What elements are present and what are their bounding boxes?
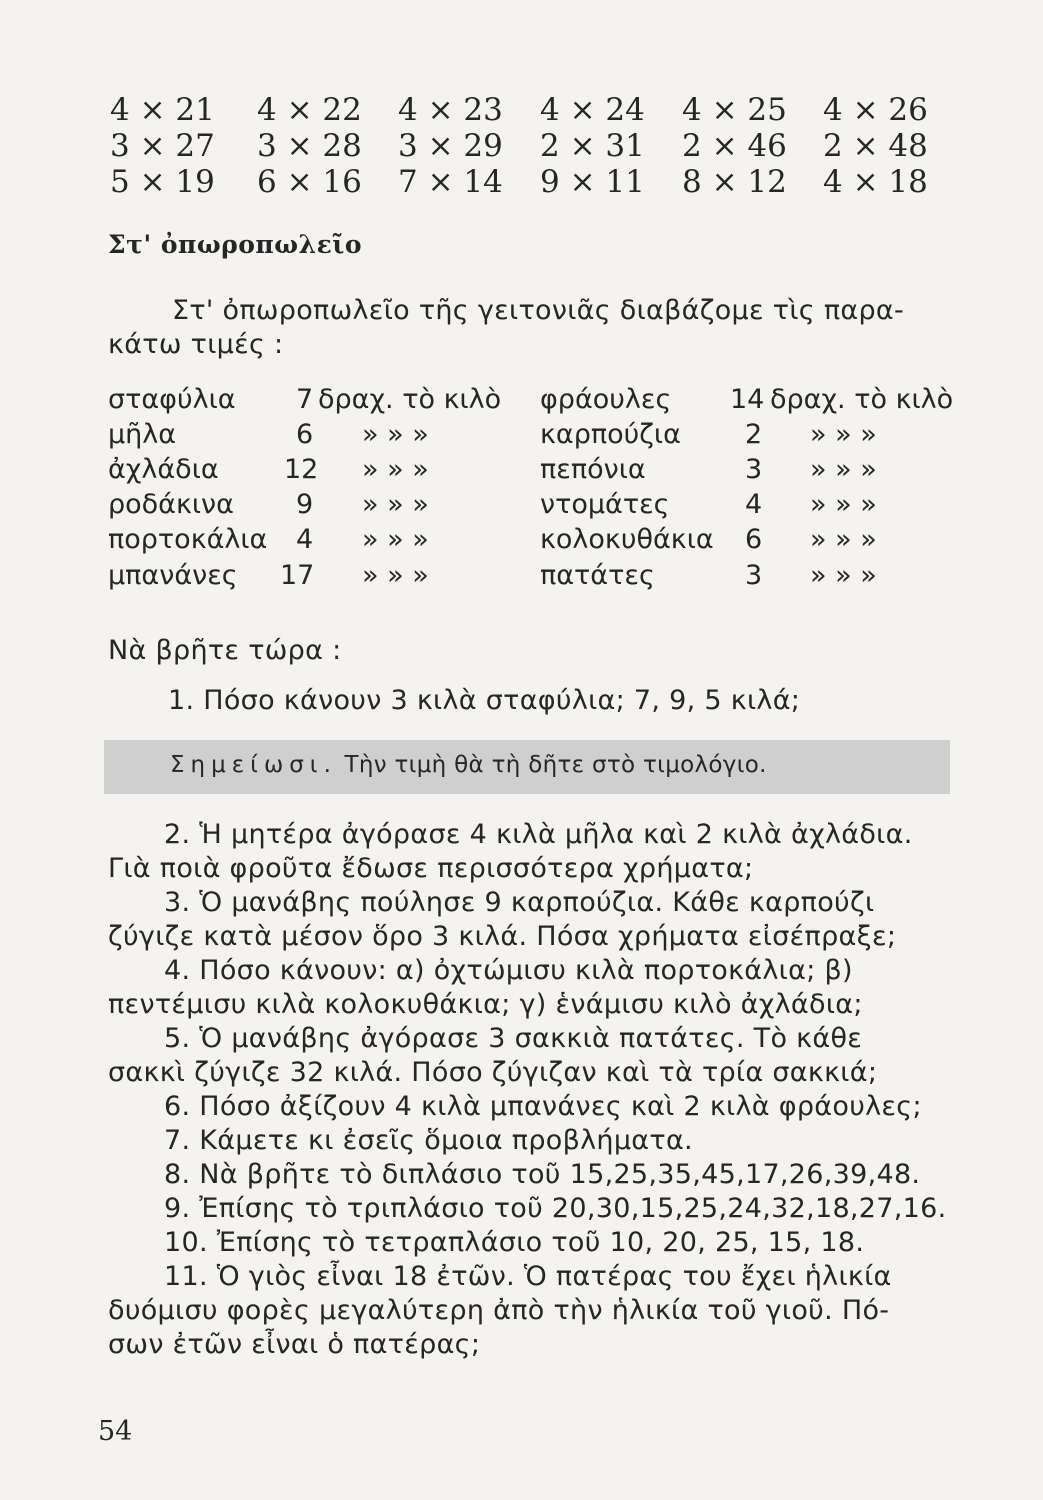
price-unit: δραχ. τὸ κιλὸ <box>318 384 502 415</box>
find-now-prompt: Νὰ βρῆτε τώρα : <box>108 635 342 666</box>
section-title: Στ' ὀπωροπωλεῖο <box>108 230 363 259</box>
fruit-price: 12 <box>284 454 319 485</box>
note-body: Τὴν τιμὴ θὰ τὴ δῆτε στὸ τιμολόγιο. <box>344 752 767 778</box>
exercise-line: 11. Ὁ γιὸς εἶναι 18 ἐτῶν. Ὁ πατέρας του ἔχει ἡλικία <box>164 1261 892 1292</box>
fruit-name: μῆλα <box>108 419 177 450</box>
exercise-line: 2. Ἡ μητέρα ἀγόρασε 4 κιλὰ μῆλα καὶ 2 κιλὰ ἀχλάδια. <box>164 819 913 850</box>
ditto-marks: » » » <box>810 524 877 555</box>
multiplication-item: 3 × 27 <box>110 128 215 164</box>
multiplication-item: 2 × 46 <box>682 128 787 164</box>
multiplication-item: 4 × 26 <box>823 92 928 128</box>
ditto-marks: » » » <box>810 489 877 520</box>
multiplication-item: 4 × 18 <box>823 164 928 200</box>
exercise-line: σων ἐτῶν εἶναι ὁ πατέρας; <box>108 1329 481 1360</box>
fruit-price: 4 <box>296 524 314 555</box>
exercise-line: Γιὰ ποιὰ φροῦτα ἔδωσε περισσότερα χρήματα; <box>108 853 754 884</box>
ditto-marks: » » » <box>362 454 429 485</box>
multiplication-item: 6 × 16 <box>257 164 362 200</box>
page-number: 54 <box>98 1416 133 1447</box>
exercise-line: πεντέμισυ κιλὰ κολοκυθάκια; γ) ἑνάμισυ κιλὸ ἀχλάδια; <box>108 989 863 1020</box>
multiplication-item: 4 × 22 <box>257 92 362 128</box>
exercise-line: 5. Ὁ μανάβης ἀγόρασε 3 σακκιὰ πατάτες. Τὸ κάθε <box>164 1023 863 1054</box>
fruit-price: 9 <box>296 489 314 520</box>
ditto-marks: » » » <box>362 560 429 591</box>
multiplication-item: 5 × 19 <box>110 164 215 200</box>
fruit-name: σταφύλια <box>108 384 236 415</box>
exercise-line: 6. Πόσο ἀξίζουν 4 κιλὰ μπανάνες καὶ 2 κιλὰ φράουλες; <box>164 1091 922 1122</box>
fruit-name: ντομάτες <box>540 489 670 520</box>
fruit-price: 3 <box>745 560 763 591</box>
ditto-marks: » » » <box>362 419 429 450</box>
fruit-name: μπανάνες <box>108 560 238 591</box>
multiplication-item: 9 × 11 <box>540 164 645 200</box>
multiplication-item: 3 × 29 <box>398 128 503 164</box>
fruit-name: φράουλες <box>540 384 672 415</box>
fruit-price: 17 <box>280 560 315 591</box>
fruit-name: πεπόνια <box>540 454 646 485</box>
multiplication-item: 7 × 14 <box>398 164 503 200</box>
exercise-line: 3. Ὁ μανάβης πούλησε 9 καρπούζια. Κάθε καρπούζι <box>164 887 875 918</box>
exercise-1: 1. Πόσο κάνουν 3 κιλὰ σταφύλια; 7, 9, 5 κιλά; <box>168 685 801 716</box>
exercise-line: ζύγιζε κατὰ μέσον ὅρο 3 κιλά. Πόσα χρήματα εἰσέπραξε; <box>108 921 897 952</box>
note-box <box>104 740 950 794</box>
note-text <box>170 752 767 778</box>
price-unit: δραχ. τὸ κιλὸ <box>770 384 954 415</box>
multiplication-item: 4 × 21 <box>110 92 215 128</box>
intro-line: Στ' ὀπωροπωλεῖο τῆς γειτονιᾶς διαβάζομε τὶς παρα- <box>172 295 905 326</box>
multiplication-item: 4 × 25 <box>682 92 787 128</box>
exercise-line: 8. Νὰ βρῆτε τὸ διπλάσιο τοῦ 15,25,35,45,17,26,39,48. <box>164 1159 921 1190</box>
fruit-name: πορτοκάλια <box>108 524 268 555</box>
ditto-marks: » » » <box>810 454 877 485</box>
exercise-line: 9. Ἐπίσης τὸ τριπλάσιο τοῦ 20,30,15,25,24,32,18,27,16. <box>164 1193 947 1224</box>
fruit-name: κολοκυθάκια <box>540 524 714 555</box>
ditto-marks: » » » <box>810 560 877 591</box>
exercise-list <box>108 818 958 1362</box>
ditto-marks: » » » <box>362 489 429 520</box>
multiplication-item: 2 × 48 <box>823 128 928 164</box>
fruit-price: 6 <box>296 419 314 450</box>
fruit-price: 6 <box>745 524 763 555</box>
note-label: Σημείωσι. <box>170 752 337 778</box>
fruit-name: καρπούζια <box>540 419 681 450</box>
multiplication-item: 4 × 23 <box>398 92 503 128</box>
fruit-name: πατάτες <box>540 560 655 591</box>
fruit-name: ἀχλάδια <box>108 454 219 485</box>
ditto-marks: » » » <box>362 524 429 555</box>
fruit-price: 14 <box>730 384 765 415</box>
fruit-price: 7 <box>296 384 314 415</box>
exercise-line: σακκὶ ζύγιζε 32 κιλά. Πόσο ζύγιζαν καὶ τὰ τρία σακκιά; <box>108 1057 878 1088</box>
fruit-name: ροδάκινα <box>108 489 234 520</box>
intro-line: κάτω τιμές : <box>108 329 284 360</box>
exercise-line: 4. Πόσο κάνουν: α) ὀχτώμισυ κιλὰ πορτοκάλια; β) <box>164 955 853 986</box>
ditto-marks: » » » <box>810 419 877 450</box>
fruit-price: 4 <box>745 489 763 520</box>
multiplication-item: 2 × 31 <box>540 128 645 164</box>
exercise-line: δυόμισυ φορὲς μεγαλύτερη ἀπὸ τὴν ἡλικία τοῦ γιοῦ. Πό- <box>108 1295 890 1326</box>
multiplication-item: 4 × 24 <box>540 92 645 128</box>
exercise-line: 7. Κάμετε κι ἐσεῖς ὅμοια προβλήματα. <box>164 1125 693 1156</box>
fruit-price: 3 <box>745 454 763 485</box>
exercise-line: 10. Ἐπίσης τὸ τετραπλάσιο τοῦ 10, 20, 25, 15, 18. <box>164 1227 865 1258</box>
multiplication-item: 8 × 12 <box>682 164 787 200</box>
multiplication-item: 3 × 28 <box>257 128 362 164</box>
fruit-price: 2 <box>745 419 763 450</box>
